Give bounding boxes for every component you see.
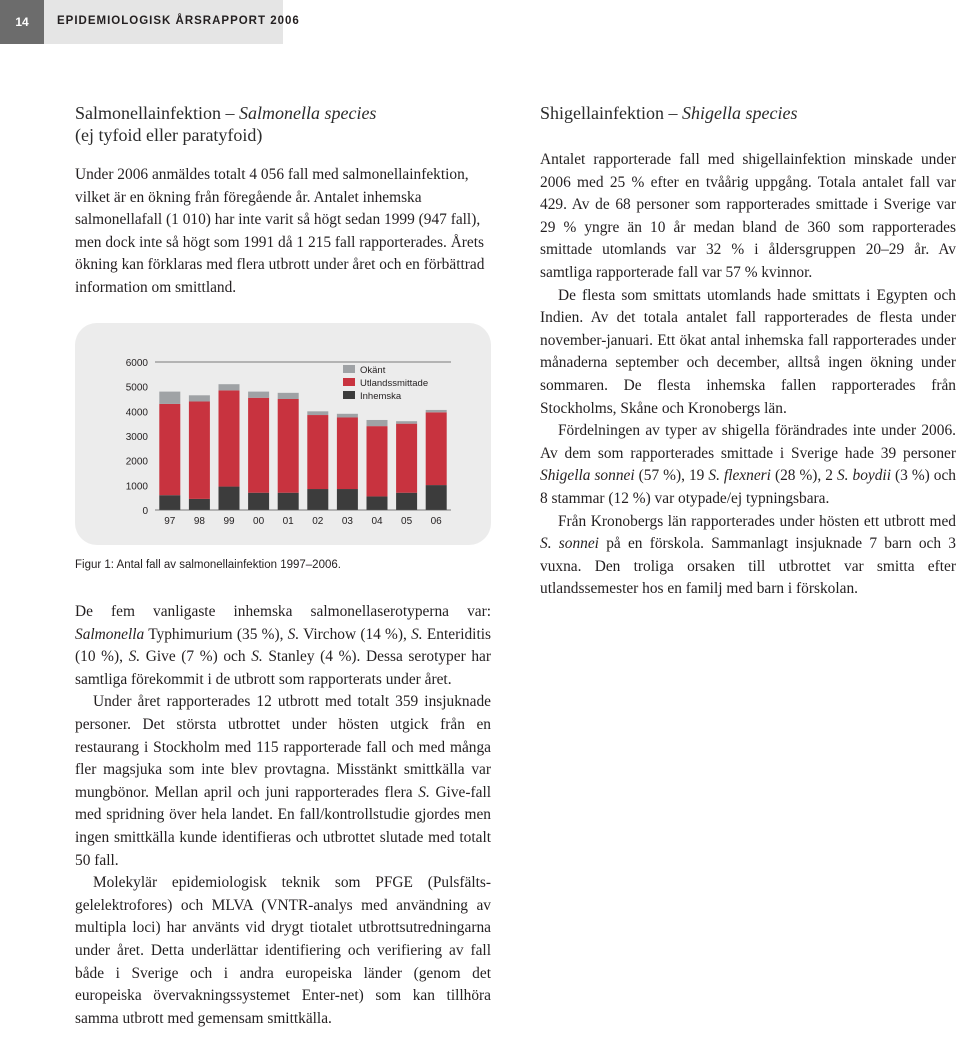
bar-segment (248, 493, 269, 510)
bar-segment (337, 414, 358, 418)
bar-segment (426, 410, 447, 412)
bar-segment (278, 493, 299, 510)
legend-label: Okänt (360, 365, 386, 376)
salmonella-section (75, 102, 491, 300)
text-span: (3 %) och 8 stammar (12 %) var otypade/ej typningsbara. (540, 467, 957, 507)
y-tick-label: 1000 (125, 481, 148, 493)
x-tick-label: 97 (164, 516, 176, 527)
bar-segment (367, 496, 388, 510)
y-tick-label: 4000 (125, 407, 148, 419)
bar-segment (248, 392, 269, 398)
bar-segment (159, 495, 180, 510)
y-tick-label: 2000 (125, 456, 148, 468)
italic-span: S. flexneri (708, 467, 771, 485)
salmonella-intro: Under 2006 anmäldes totalt 4 056 fall med salmonellainfektion, vilket är en ökning från föregående år. Antalet inhemska salmonellafall (1 010) har inte varit så högt sedan 1999 (947 fall), men dock inte så högt som 1991 då 1 215 fall rapporterades. Årets ökning kan förklaras med flera utbrott under året och en förbättrad information om smittland. (75, 166, 485, 296)
legend-swatch (343, 391, 355, 399)
shigella-section (540, 102, 956, 601)
salmonella-chart (75, 323, 491, 545)
salmonella-heading-italic: Salmonella species (238, 103, 377, 123)
bar-segment (396, 493, 417, 510)
text-span: på en förskola. Sammanlagt insjuknade 7 barn och 3 vuxna. Den troliga orsaken till utbrottet var smitta efter utlandssemester hos en familj med barn i förskolan. (540, 535, 956, 598)
bar-segment (307, 411, 328, 415)
shigella-paragraph-2: De flesta som smittats utomlands hade smittats i Egypten och Indien. Av det totala antalet fall rapporterades de flesta under november-januari. Ett ökat antal inhemska fall rapporterades under månaderna september och december, alltså ingen ökning under sommaren. De flesta inhemska fallen rapporterades från Stockholms, Skåne och Kronobergs län. (540, 286, 956, 417)
italic-span: Salmonella (75, 625, 145, 643)
serotypes-paragraph (75, 601, 491, 691)
bar-segment (278, 399, 299, 493)
salmonella-heading-line2: (ej tyfoid eller paratyfoid) (75, 125, 263, 145)
molecular-paragraph: Molekylär epidemiologisk teknik som PFGE (Pulsfälts-gelelektrofores) och MLVA (VNTR-analys med användning av multipla loci) har använts vid drygt tiotalet utbrottsutredningarna under året. Detta underlättar identifiering och verifiering av fall både i Sverige och i andra europeiska länder (genom det europeiska övervakningssystemet Enter-net) som kan tillhöra samma utbrott med gemensam smittkälla. (75, 874, 491, 1027)
bar-segment (367, 420, 388, 426)
bar-segment (159, 392, 180, 404)
page-number: 14 (0, 0, 44, 44)
shigella-paragraph-1: Antalet rapporterade fall med shigellainfektion minskade under 2006 med 25 % efter en tvåårig uppgång. Totala antalet fall var 429. Av de 68 personer som rapporterades smittade i Sverige var 29 % yngre än 10 år medan bland de 360 som rapporterades smittade utomlands var 32 % i åldersgruppen 20–29 år. Av samtliga rapporterade fall var 57 % kvinnor. (540, 151, 956, 281)
bar-segment (219, 384, 240, 390)
x-tick-label: 01 (282, 516, 294, 527)
text-span: Från Kronobergs län rapporterades under hösten ett utbrott med (558, 512, 956, 530)
salmonella-body (75, 601, 491, 1030)
y-tick-label: 5000 (125, 382, 148, 394)
text-span: (57 %), 19 (634, 467, 709, 485)
bar-segment (307, 415, 328, 489)
x-tick-label: 00 (253, 516, 265, 527)
text-span: Typhimurium (35 %), (144, 625, 288, 643)
x-tick-label: 06 (430, 516, 442, 527)
shigella-heading-italic: Shigella species (681, 103, 798, 123)
bar-segment (189, 499, 210, 510)
x-tick-label: 03 (341, 516, 353, 527)
text-span: Give-fall med spridning över hela landet. En fall/kontrollstudie gjordes men ingen smittkälla kunde identifieras och utbrottet slutade med totalt 50 fall. (75, 783, 491, 869)
text-span: Fördelningen av typer av shigella förändrades inte under 2006. Av dem som rapporterades smittade i Sverige hade 39 personer (540, 422, 956, 462)
text-span: Enteriditis (10 %), (75, 625, 491, 666)
bar-segment (337, 489, 358, 510)
salmonella-heading-plain: Salmonellainfektion – (75, 103, 239, 123)
bar-segment (278, 393, 299, 399)
x-tick-label: 99 (223, 516, 235, 527)
bar-segment (189, 395, 210, 401)
x-tick-label: 04 (371, 516, 383, 527)
text-span: Stanley (4 %). Dessa serotyper har samtliga förekommit i de utbrott som rapporterats under året. (75, 648, 491, 688)
italic-span: S. (251, 648, 263, 666)
salmonella-heading (75, 102, 491, 146)
italic-span: S. (287, 625, 300, 643)
text-span: De fem vanligaste inhemska salmonellaserotyperna var: (75, 603, 491, 620)
italic-span: S. (411, 625, 423, 643)
figure-caption: Figur 1: Antal fall av salmonellainfektion 1997–2006. (75, 559, 341, 571)
shigella-paragraph-3 (540, 420, 956, 510)
outbreaks-paragraph (75, 691, 491, 872)
bar-segment (159, 404, 180, 495)
shigella-heading (540, 102, 956, 124)
bar-segment (248, 398, 269, 493)
bar-segment (396, 424, 417, 493)
y-tick-label: 0 (142, 506, 148, 517)
italic-span: S. (128, 648, 141, 666)
shigella-heading-plain: Shigellainfektion – (540, 103, 682, 123)
legend-swatch (343, 365, 355, 373)
bar-segment (307, 489, 328, 510)
bar-segment (426, 412, 447, 485)
x-tick-label: 05 (401, 516, 413, 527)
legend-swatch (343, 378, 355, 386)
y-tick-label: 6000 (125, 358, 148, 369)
text-span: Virchow (14 %), (299, 625, 412, 643)
italic-span: S. boydii (836, 467, 891, 485)
shigella-paragraph-4 (540, 511, 956, 601)
bar-segment (426, 485, 447, 510)
x-tick-label: 98 (193, 516, 205, 527)
italic-span: Shigella sonnei (540, 467, 635, 485)
italic-span: S. (418, 783, 430, 801)
bar-segment (189, 401, 210, 498)
bar-segment (367, 426, 388, 496)
legend-label: Inhemska (360, 391, 402, 402)
running-head: EPIDEMIOLOGISK ÅRSRAPPORT 2006 (57, 15, 300, 27)
bar-segment (337, 418, 358, 490)
x-tick-label: 02 (312, 516, 324, 527)
salmonella-chart-panel (75, 323, 491, 545)
text-span: Give (7 %) och (140, 648, 252, 666)
text-span: (28 %), 2 (770, 467, 837, 485)
legend-label: Utlandssmittade (360, 378, 429, 389)
text-span: Under året rapporterades 12 utbrott med totalt 359 insjuknade personer. Det största utbrottet under hösten utgick från en restaurang i Stockholm med 115 rapporterade fall och med många fler magsjuka som inte blev provtagna. Misstänkt smittkälla var mungbönor. Mellan april och juni rapporterades flera (75, 693, 491, 801)
bar-segment (219, 487, 240, 510)
italic-span: S. sonnei (540, 535, 599, 553)
bar-segment (396, 421, 417, 423)
y-tick-label: 3000 (125, 432, 148, 443)
bar-segment (219, 390, 240, 486)
